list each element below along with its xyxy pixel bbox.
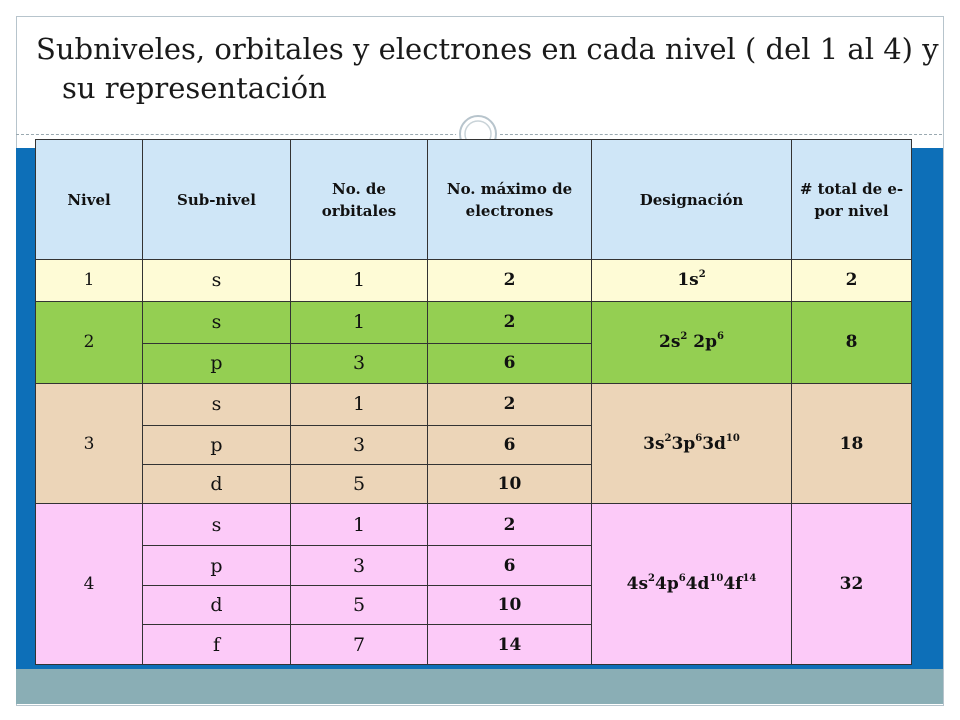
designacion-cell bbox=[592, 301, 792, 383]
orbitales-cell: 1 bbox=[291, 301, 428, 343]
orbitales-cell: 5 bbox=[291, 586, 428, 625]
table-row bbox=[36, 504, 912, 546]
subnivel-cell: s bbox=[143, 383, 291, 425]
max-electrones-cell: 10 bbox=[428, 464, 592, 504]
subnivel-cell: p bbox=[143, 425, 291, 464]
total-cell: 8 bbox=[792, 301, 912, 383]
designacion-exponent: 14 bbox=[742, 573, 757, 585]
designacion-exponent: 2 bbox=[664, 432, 672, 444]
max-electrones-cell: 14 bbox=[428, 625, 592, 665]
max-electrones-cell: 6 bbox=[428, 546, 592, 586]
total-cell: 32 bbox=[792, 504, 912, 665]
table-body bbox=[36, 260, 912, 665]
designacion-exponent: 10 bbox=[709, 573, 724, 585]
nivel-cell: 2 bbox=[36, 301, 143, 383]
header-max-electrones: No. máximo de electrones bbox=[428, 140, 592, 260]
subnivel-cell: s bbox=[143, 301, 291, 343]
max-electrones-cell: 2 bbox=[428, 301, 592, 343]
designacion-cell bbox=[592, 260, 792, 302]
subnivel-cell: p bbox=[143, 343, 291, 383]
designacion-cell bbox=[592, 383, 792, 504]
designacion-exponent: 10 bbox=[725, 432, 740, 444]
designacion-exponent: 2 bbox=[680, 331, 688, 343]
designacion-exponent: 2 bbox=[648, 573, 655, 585]
max-electrones-cell: 10 bbox=[428, 586, 592, 625]
designacion-term: 3p bbox=[671, 433, 696, 454]
subnivel-cell: f bbox=[143, 625, 291, 665]
orbitales-cell: 7 bbox=[291, 625, 428, 665]
header-orbitales: No. de orbitales bbox=[291, 140, 428, 260]
designacion-exponent: 2 bbox=[698, 269, 706, 281]
designacion-term: 2p bbox=[687, 332, 718, 353]
designacion-term: 3d bbox=[702, 433, 726, 454]
orbitales-cell: 3 bbox=[291, 425, 428, 464]
slide-title: Subniveles, orbitales y electrones en cada nivel ( del 1 al 4) y su representación bbox=[36, 32, 939, 105]
header-nivel: Nivel bbox=[36, 140, 143, 260]
designacion-term: 4d bbox=[685, 574, 710, 595]
designacion-term: 3s bbox=[643, 433, 665, 454]
total-cell: 2 bbox=[792, 260, 912, 302]
subnivel-cell: d bbox=[143, 586, 291, 625]
footer-bar bbox=[16, 669, 943, 704]
table-row bbox=[36, 260, 912, 302]
max-electrones-cell: 6 bbox=[428, 343, 592, 383]
designacion-exponent: 6 bbox=[717, 331, 724, 343]
max-electrones-cell: 2 bbox=[428, 504, 592, 546]
orbitales-cell: 1 bbox=[291, 383, 428, 425]
table-row bbox=[36, 383, 912, 425]
designacion-term: 4s bbox=[626, 574, 649, 595]
max-electrones-cell: 6 bbox=[428, 425, 592, 464]
header-designacion: Designación bbox=[592, 140, 792, 260]
designacion-term: 4f bbox=[723, 574, 743, 595]
designacion-term: 2s bbox=[659, 332, 681, 353]
designacion-term: 4p bbox=[654, 574, 679, 595]
nivel-cell: 1 bbox=[36, 260, 143, 302]
table-row bbox=[36, 301, 912, 343]
header-row bbox=[36, 140, 912, 260]
orbitales-cell: 3 bbox=[291, 343, 428, 383]
orbitales-cell: 1 bbox=[291, 260, 428, 302]
designacion-exponent: 6 bbox=[695, 432, 703, 444]
max-electrones-cell: 2 bbox=[428, 260, 592, 302]
header-subnivel: Sub-nivel bbox=[143, 140, 291, 260]
orbitales-cell: 3 bbox=[291, 546, 428, 586]
nivel-cell: 4 bbox=[36, 504, 143, 665]
subnivel-cell: p bbox=[143, 546, 291, 586]
total-cell: 18 bbox=[792, 383, 912, 504]
designacion-cell bbox=[592, 504, 792, 665]
orbitales-cell: 1 bbox=[291, 504, 428, 546]
subnivel-cell: s bbox=[143, 504, 291, 546]
nivel-cell: 3 bbox=[36, 383, 143, 504]
designacion-exponent: 6 bbox=[678, 573, 686, 585]
subnivel-cell: s bbox=[143, 260, 291, 302]
subnivel-cell: d bbox=[143, 464, 291, 504]
designacion-term: 1s bbox=[677, 270, 699, 291]
orbitales-cell: 5 bbox=[291, 464, 428, 504]
header-total: # total de e- por nivel bbox=[792, 140, 912, 260]
electron-table bbox=[35, 139, 912, 665]
max-electrones-cell: 2 bbox=[428, 383, 592, 425]
